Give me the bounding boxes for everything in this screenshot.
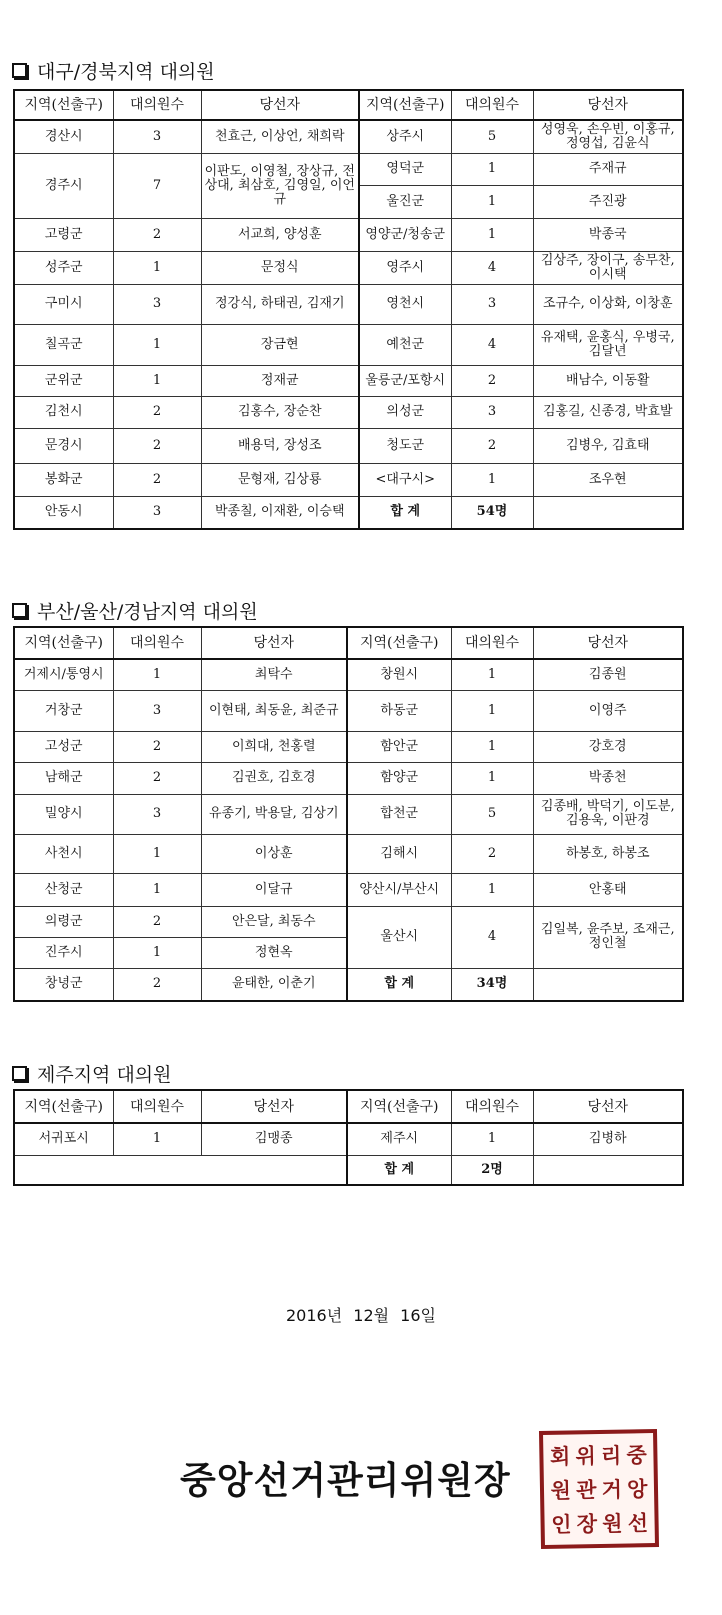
count-cell: 2 [113, 428, 201, 463]
checkbox-icon [12, 1066, 27, 1081]
region-cell: 구미시 [14, 284, 113, 324]
count-cell: 3 [113, 794, 201, 834]
elected-cell [533, 1155, 683, 1185]
region-cell: 영덕군 [359, 153, 451, 185]
elected-cell: 주재규 [533, 153, 683, 185]
column-header: 지역(선출구) [347, 627, 451, 659]
column-header: 당선자 [533, 90, 683, 120]
region-cell: 진주시 [14, 937, 113, 968]
elected-cell: 김권호, 김호경 [201, 762, 347, 794]
count-cell: 5 [451, 794, 533, 834]
region-cell: 예천군 [359, 324, 451, 365]
table-row [14, 251, 683, 284]
count-cell: 7 [113, 153, 201, 218]
section-title-jeju [12, 1060, 172, 1087]
column-header: 대의원수 [451, 627, 533, 659]
table-row [14, 218, 683, 251]
elected-cell: 서교희, 양성훈 [201, 218, 359, 251]
elected-cell: 하봉호, 하봉조 [533, 834, 683, 873]
elected-cell: 주진광 [533, 185, 683, 218]
region-cell: 양산시/부산시 [347, 873, 451, 906]
table-row [14, 659, 683, 690]
total-label: 합 계 [359, 496, 451, 529]
table-row [14, 284, 683, 324]
daegu-table [13, 89, 684, 530]
count-cell: 2 [113, 968, 201, 1001]
section-title-busan [12, 597, 258, 624]
elected-cell: 김맹종 [201, 1123, 347, 1155]
count-cell: 3 [451, 284, 533, 324]
count-cell: 2 [113, 463, 201, 496]
table-row [14, 906, 683, 937]
column-header: 당선자 [533, 627, 683, 659]
elected-cell: 이달규 [201, 873, 347, 906]
elected-cell: 김홍길, 신종경, 박효발 [533, 396, 683, 428]
region-cell: 창녕군 [14, 968, 113, 1001]
region-cell: 산청군 [14, 873, 113, 906]
table-header-row [14, 627, 683, 659]
elected-cell: 문정식 [201, 251, 359, 284]
column-header: 대의원수 [113, 1090, 201, 1123]
elected-cell: 김병우, 김효태 [533, 428, 683, 463]
count-cell: 5 [451, 120, 533, 153]
column-header: 지역(선출구) [347, 1090, 451, 1123]
column-header: 대의원수 [113, 90, 201, 120]
elected-cell: 김일복, 윤주보, 조재근, 정인철 [533, 906, 683, 968]
elected-cell [533, 968, 683, 1001]
count-cell: 2 [451, 365, 533, 396]
total-count: 34명 [451, 968, 533, 1001]
column-header: 대의원수 [451, 90, 533, 120]
table-header-row [14, 90, 683, 120]
region-cell: 영양군/청송군 [359, 218, 451, 251]
count-cell: 1 [451, 873, 533, 906]
region-cell: 함안군 [347, 731, 451, 762]
checkbox-icon [12, 63, 27, 78]
region-cell: 창원시 [347, 659, 451, 690]
count-cell: 2 [113, 218, 201, 251]
table-row [14, 690, 683, 731]
count-cell: 2 [113, 906, 201, 937]
region-cell: 남해군 [14, 762, 113, 794]
count-cell: 1 [113, 365, 201, 396]
elected-cell: 유재택, 윤홍식, 우병국, 김달년 [533, 324, 683, 365]
region-cell: 칠곡군 [14, 324, 113, 365]
checkbox-icon [12, 603, 27, 618]
elected-cell: 박종칠, 이재환, 이승택 [201, 496, 359, 529]
region-cell: 하동군 [347, 690, 451, 731]
elected-cell: 이희대, 천홍렬 [201, 731, 347, 762]
count-cell: 3 [113, 120, 201, 153]
issue-date: 2016년 12월 16일 [286, 1306, 436, 1325]
region-cell: 김천시 [14, 396, 113, 428]
count-cell: 1 [451, 185, 533, 218]
total-label: 합 계 [347, 968, 451, 1001]
column-header: 당선자 [201, 1090, 347, 1123]
elected-cell: 천효근, 이상언, 채희락 [201, 120, 359, 153]
elected-cell: 이상훈 [201, 834, 347, 873]
elected-cell: 김상주, 장이구, 송무찬, 이시택 [533, 251, 683, 284]
elected-cell: 유종기, 박용달, 김상기 [201, 794, 347, 834]
elected-cell: 이현태, 최동윤, 최준규 [201, 690, 347, 731]
region-cell: 안동시 [14, 496, 113, 529]
elected-cell: 박종국 [533, 218, 683, 251]
region-cell: 제주시 [347, 1123, 451, 1155]
count-cell: 4 [451, 251, 533, 284]
column-header: 당선자 [533, 1090, 683, 1123]
count-cell: 2 [113, 396, 201, 428]
region-cell: 함양군 [347, 762, 451, 794]
region-cell: 고성군 [14, 731, 113, 762]
region-cell: 의령군 [14, 906, 113, 937]
elected-cell: 김홍수, 장순찬 [201, 396, 359, 428]
elected-cell: 강호경 [533, 731, 683, 762]
region-cell: 거창군 [14, 690, 113, 731]
official-seal-icon: 회 위 리 중 원 관 거 앙 인 장 원 선 [539, 1429, 659, 1549]
region-cell: <대구시> [359, 463, 451, 496]
elected-cell [533, 496, 683, 529]
table-row [14, 834, 683, 873]
elected-cell: 김종원 [533, 659, 683, 690]
count-cell: 1 [113, 834, 201, 873]
count-cell: 1 [113, 937, 201, 968]
section-title-text: 대구/경북지역 대의원 [37, 61, 215, 83]
count-cell: 1 [451, 153, 533, 185]
table-header-row [14, 1090, 683, 1123]
count-cell: 3 [113, 690, 201, 731]
table-row [14, 428, 683, 463]
count-cell: 2 [113, 762, 201, 794]
table-row [14, 120, 683, 153]
region-cell: 청도군 [359, 428, 451, 463]
table-row [14, 1155, 683, 1185]
elected-cell: 배남수, 이동활 [533, 365, 683, 396]
table-row [14, 365, 683, 396]
count-cell: 4 [451, 906, 533, 968]
table-row [14, 731, 683, 762]
elected-cell: 김종배, 박덕기, 이도분, 김용욱, 이판경 [533, 794, 683, 834]
count-cell: 1 [451, 659, 533, 690]
count-cell: 1 [113, 873, 201, 906]
table-row [14, 496, 683, 529]
column-header: 대의원수 [113, 627, 201, 659]
elected-cell: 안은달, 최동수 [201, 906, 347, 937]
elected-cell: 이판도, 이영철, 장상규, 전상대, 최삼호, 김영일, 이언규 [201, 153, 359, 218]
region-cell: 서귀포시 [14, 1123, 113, 1155]
jeju-table [13, 1089, 684, 1186]
column-header: 당선자 [201, 627, 347, 659]
column-header: 지역(선출구) [359, 90, 451, 120]
issuer-name: 중앙선거관리위원장 [180, 1459, 511, 1502]
elected-cell: 조우현 [533, 463, 683, 496]
region-cell: 상주시 [359, 120, 451, 153]
total-count: 2명 [451, 1155, 533, 1185]
table-row [14, 463, 683, 496]
count-cell: 1 [451, 1123, 533, 1155]
region-cell: 거제시/통영시 [14, 659, 113, 690]
count-cell: 3 [113, 284, 201, 324]
count-cell: 2 [451, 428, 533, 463]
total-count: 54명 [451, 496, 533, 529]
count-cell: 2 [113, 731, 201, 762]
elected-cell: 조규수, 이상화, 이창훈 [533, 284, 683, 324]
elected-cell: 정강식, 하태권, 김재기 [201, 284, 359, 324]
elected-cell: 정현옥 [201, 937, 347, 968]
table-row [14, 873, 683, 906]
region-cell: 영주시 [359, 251, 451, 284]
count-cell: 1 [451, 218, 533, 251]
count-cell: 4 [451, 324, 533, 365]
column-header: 지역(선출구) [14, 90, 113, 120]
elected-cell: 최탁수 [201, 659, 347, 690]
region-cell: 울릉군/포항시 [359, 365, 451, 396]
table-row [14, 324, 683, 365]
elected-cell: 이영주 [533, 690, 683, 731]
region-cell: 봉화군 [14, 463, 113, 496]
count-cell: 1 [113, 324, 201, 365]
count-cell: 1 [451, 762, 533, 794]
elected-cell: 윤태한, 이춘기 [201, 968, 347, 1001]
region-cell: 문경시 [14, 428, 113, 463]
table-row [14, 1123, 683, 1155]
count-cell: 1 [451, 690, 533, 731]
elected-cell: 박종천 [533, 762, 683, 794]
table-row [14, 396, 683, 428]
elected-cell: 성영욱, 손우빈, 이홍규, 정영섭, 김윤식 [533, 120, 683, 153]
count-cell: 1 [113, 1123, 201, 1155]
region-cell: 밀양시 [14, 794, 113, 834]
table-row [14, 153, 683, 185]
count-cell: 1 [113, 251, 201, 284]
column-header: 당선자 [201, 90, 359, 120]
count-cell: 1 [451, 731, 533, 762]
section-title-text: 제주지역 대의원 [37, 1064, 172, 1086]
region-cell: 울산시 [347, 906, 451, 968]
count-cell: 1 [451, 463, 533, 496]
section-title-daegu [12, 57, 215, 84]
section-title-text: 부산/울산/경남지역 대의원 [37, 601, 258, 623]
count-cell: 3 [113, 496, 201, 529]
count-cell: 2 [451, 834, 533, 873]
elected-cell: 장금현 [201, 324, 359, 365]
busan-table [13, 626, 684, 1002]
elected-cell: 정재균 [201, 365, 359, 396]
region-cell: 합천군 [347, 794, 451, 834]
region-cell: 고령군 [14, 218, 113, 251]
region-cell: 성주군 [14, 251, 113, 284]
region-cell: 영천시 [359, 284, 451, 324]
table-row [14, 762, 683, 794]
region-cell: 군위군 [14, 365, 113, 396]
table-row [14, 968, 683, 1001]
elected-cell: 김병하 [533, 1123, 683, 1155]
region-cell: 울진군 [359, 185, 451, 218]
total-label: 합 계 [347, 1155, 451, 1185]
region-cell: 의성군 [359, 396, 451, 428]
empty-cell [14, 1155, 347, 1185]
elected-cell: 문형재, 김상룡 [201, 463, 359, 496]
column-header: 대의원수 [451, 1090, 533, 1123]
elected-cell: 배용덕, 장성조 [201, 428, 359, 463]
region-cell: 경산시 [14, 120, 113, 153]
count-cell: 3 [451, 396, 533, 428]
region-cell: 김해시 [347, 834, 451, 873]
elected-cell: 안홍태 [533, 873, 683, 906]
table-row [14, 794, 683, 834]
region-cell: 경주시 [14, 153, 113, 218]
column-header: 지역(선출구) [14, 627, 113, 659]
count-cell: 1 [113, 659, 201, 690]
column-header: 지역(선출구) [14, 1090, 113, 1123]
region-cell: 사천시 [14, 834, 113, 873]
